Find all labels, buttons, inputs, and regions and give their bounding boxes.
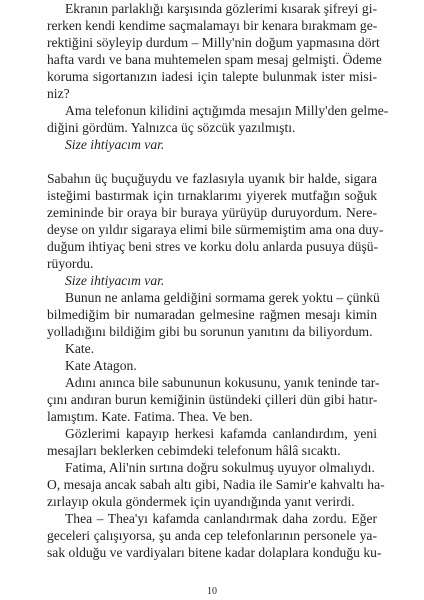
italic-message-line: Size ihtiyacım var. [65,137,165,152]
text-line: sak olduğu ve vardiyaları bitene kadar dolaplara konduğu ku- [47,545,382,560]
text-line: rektiğini söyleyip durdum – Milly'nin doğum yapmasına dört [47,35,380,50]
text-line: Bunun ne anlama geldiğini sormama gerek yoktu – çünkü [65,290,380,305]
text-line: zemininde bir oraya bir buraya yürüyüp duruyordum. Nere- [47,205,377,220]
text-line: deyse on yıldır sigaraya elimi bile sürmemiştim ama ona duy- [47,222,384,237]
text-line: Adını anınca bile sabununun kokusunu, yanık teninde tar- [65,375,380,390]
text-line: hafta vardı ve bana muhtemelen spam mesaj gelmişti. Ödeme [47,52,382,67]
italic-message-line: Size ihtiyacım var. [65,273,165,288]
text-line: duğum ihtiyaç beni stres ve korku dolu anlarda pusuya düşü- [47,239,379,254]
text-line: Kate. [65,341,95,356]
text-line: zırlayıp okula göndermek için uyandığında yanıt verirdi. [47,494,355,509]
text-line: Thea – Thea'yı kafamda canlandırmak daha zordu. Eğer [65,511,377,526]
text-line: çını andıran burun kemiğinin üstündeki çilleri dün gibi hatır- [47,392,378,407]
text-line: diğini gördüm. Yalnızca üç sözcük yazılmıştı. [47,120,296,135]
page-number: 10 [207,586,217,597]
text-line: O, mesaja ancak sabah altı gibi, Nadia ile Samir'e kahvaltı ha- [47,477,385,492]
text-line: mesajları beklerken cebimdeki telefonum hâlâ sıcaktı. [47,443,341,458]
text-line: niz? [47,86,70,101]
text-line: isteğimi bastırmak için tırnaklarımı yiyerek mutfağın soğuk [47,188,377,203]
text-line: rerken kendi kendime saçmalamayı bir kenara bırakmam ge- [47,18,378,33]
text-line: Kate Atagon. [65,358,137,373]
text-line: yolladığını bildiğim gibi bu sorunun yanıtını da biliyordum. [47,324,373,339]
text-line: geceleri çalışıyorsa, şu anda cep telefonlarının personele ya- [47,528,377,543]
text-line: Sabahın üç buçuğuydu ve fazlasıyla uyanık bir halde, sigara [47,171,377,186]
text-line: rüyordu. [47,256,94,271]
text-line: bilmediğim bir numaradan gelmesine rağmen mesajı kimin [47,307,377,322]
text-line: Gözlerimi kapayıp herkesi kafamda canlandırdım, yeni [65,426,377,441]
text-line: koruma sigortanızın iadesi için talepte bulunmak ister misi- [47,69,377,84]
text-line: Ekranın parlaklığı karşısında gözlerimi kısarak şifreyi gi- [65,1,377,16]
text-line: lamıştım. Kate. Fatima. Thea. Ve ben. [47,409,253,424]
text-line: Ama telefonun kilidini açtığımda mesajın Milly'den gelme- [65,103,389,118]
text-line: Fatima, Ali'nin sırtına doğru sokulmuş uyuyor olmalıydı. [65,460,375,475]
